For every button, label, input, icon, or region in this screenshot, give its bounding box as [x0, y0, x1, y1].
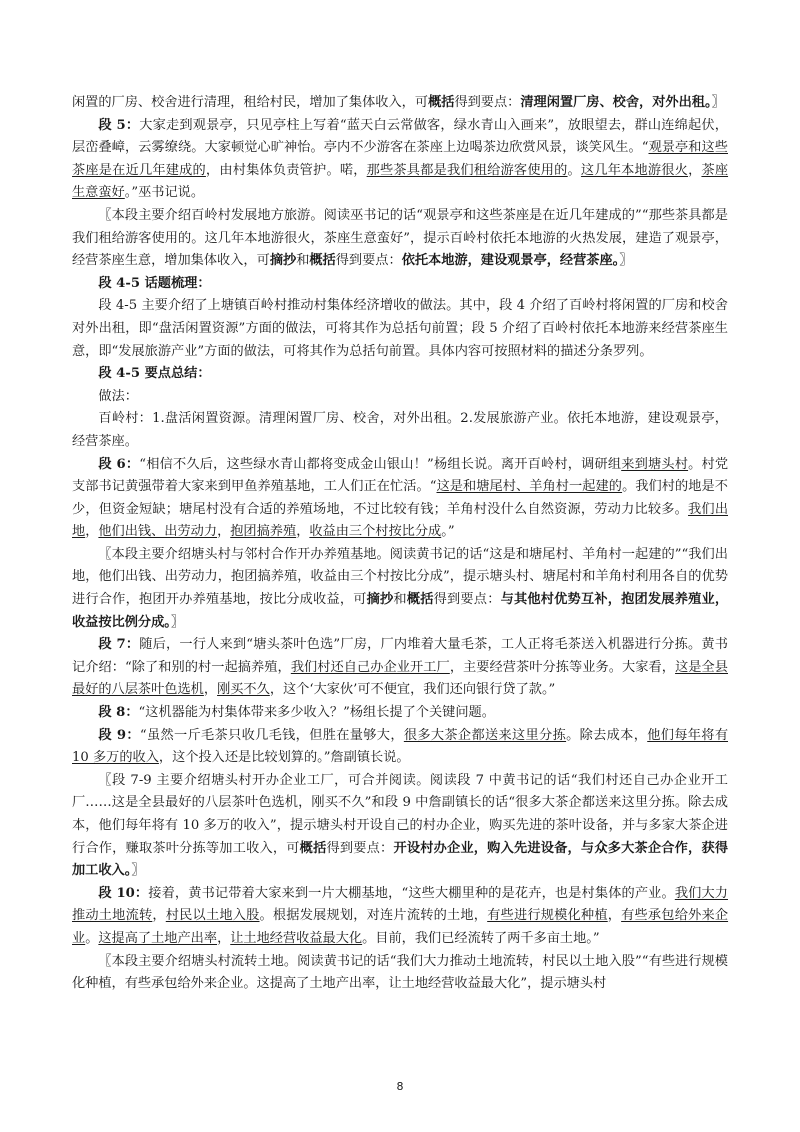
page-number: 8 — [396, 1080, 404, 1093]
bold-text: 概括 — [299, 840, 327, 856]
underlined-text: 村民以土地入股 — [165, 908, 260, 924]
paragraph-comment-7-9 — [72, 770, 728, 883]
paragraph-6 — [72, 454, 728, 544]
text-run: 〗 — [131, 863, 145, 879]
bold-text: 段 8： — [98, 705, 139, 721]
text-run: ， — [85, 524, 99, 540]
text-run: 接着，黄书记带着大家来到一片大棚基地，“这些大棚里种的是花卉，也是村集体的产业。 — [148, 885, 675, 901]
text-run: ， — [217, 524, 231, 540]
text-run: “相信不久后，这些绿水青山都将变成金山银山！”杨组长说。离开百岭村，调研组 — [139, 456, 622, 472]
text-run: 〖本段主要介绍塘头村流转土地。阅读黄书记的话“我们大力推动土地流转，村民以土地入股”“有些进行规模化种植，有些承包给外来企业。这提高了土地产出率，让土地经营收益最大化”，提示塘头村 — [72, 953, 728, 992]
paragraph-10 — [72, 883, 728, 951]
underlined-text: 来到塘头村 — [621, 456, 689, 472]
underlined-text: 很多大茶企都送来这里分拣 — [403, 727, 567, 743]
bold-text: 摘抄 — [269, 253, 297, 269]
bold-text: 概括 — [406, 592, 434, 608]
bold-text: 段 5： — [98, 117, 140, 133]
text-run: 。 — [85, 930, 99, 946]
underlined-text: 这是和塘尾村、羊角村一起建的 — [436, 479, 623, 495]
underlined-text: 这提高了土地产出率 — [98, 930, 218, 946]
bold-text: 清理闲置厂房、校舍，对外出租。 — [520, 95, 712, 110]
text-run: 闲置的厂房、校舍进行清理，租给村民，增加了集体收入，可 — [72, 95, 429, 110]
text-run: 段 4-5 主要介绍了上塘镇百岭村推动村集体经济增收的做法。其中，段 4 介绍了百岭村将闲置的厂房和校舍对外出租，即“盘活闲置资源”方面的做法，可将其作为总括句前置；段 5 介绍了百岭村依托本地游来经营茶座生意，即“发展旅游产业”方面的做法，可将其作为总括句前置。具体内容可按照材料的描述分条罗列。 — [72, 298, 728, 359]
underlined-text: 收益由三个村按比分成 — [309, 524, 442, 540]
text-run: 得到要点： — [335, 253, 402, 269]
underlined-text: 刚买不久 — [217, 682, 270, 698]
paragraph-9 — [72, 725, 728, 770]
section-heading-topic — [72, 273, 728, 296]
underlined-text: 这是全县最好的八层茶叶色选机 — [72, 659, 728, 698]
text-run: 得到要点： — [326, 840, 394, 856]
text-run: ，这个‘大家伙’可不便宜，我们还向银行贷了款。” — [269, 682, 556, 698]
bold-text: 摘抄 — [366, 592, 394, 608]
underlined-text: 观景亭和这些茶座是在近几年建成的 — [72, 140, 728, 178]
underlined-text: 抱团搞养殖 — [230, 524, 297, 540]
text-run: ，主要经营茶叶分拣等业务。大家看， — [449, 659, 676, 675]
bold-text: 概括 — [309, 253, 336, 269]
text-run: ， — [688, 162, 702, 178]
paragraph-comment-6 — [72, 544, 728, 634]
text-run: 。目前，我们已经流转了两千多亩土地。” — [362, 930, 600, 946]
paragraph-5 — [72, 115, 728, 205]
bold-text: 段 10： — [98, 885, 149, 901]
bold-text: 段 4-5 要点总结： — [98, 366, 211, 382]
text-run: 〖段 7-9 主要介绍塘头村开办企业工厂，可合并阅读。阅读段 7 中黄书记的话“我们村还自己办企业开工厂……这是全县最好的八层茶叶色选机，刚买不久”和段 9 中詹副镇长的话“很多大茶企都送来这里分拣。除去成本，他们每年将有 10 多万的收入”，提示塘头村开设自己的村办企业，购买先进的茶叶设备，并与多家大茶企进行合作，赚取茶叶分拣等加工收入，可 — [72, 772, 728, 856]
bold-text: 概括 — [428, 95, 455, 110]
text-run: ， — [296, 524, 310, 540]
bold-text: 段 4-5 话题梳理： — [98, 275, 211, 291]
text-run: 和 — [296, 253, 310, 269]
paragraph-comment-5 — [72, 205, 728, 273]
paragraph-8 — [72, 702, 728, 725]
text-run: 〗 — [170, 614, 185, 630]
underlined-text: 他们每年将有 10 多万的收入 — [72, 727, 729, 766]
text-run: 〖本段主要介绍塘头村与邻村合作开办养殖基地。阅读黄书记的话“这是和塘尾村、羊角村一起建的”“我们出地，他们出钱、出劳动力，抱团搞养殖，收益由三个村按比分成”，提示塘头村、塘尾村和羊角村利用各自的优势进行合作，抱团开办养殖基地，按比分成收益，可 — [72, 546, 728, 608]
paragraph-7 — [72, 634, 728, 702]
text-run: ， — [607, 908, 622, 924]
text-run: 得到要点： — [454, 95, 521, 110]
underlined-text: 有些进行规模化种植 — [487, 908, 608, 924]
text-run: 大家走到观景亭，只见亭柱上写着“蓝天白云常做客，绿水青山入画来”，放眼望去，群山连绵起伏，层峦叠嶂，云雾缭绕。大家顿觉心旷神怡。亭内不少游客在茶座上边喝茶边欣赏风景，谈笑风生。“ — [72, 117, 728, 156]
text-run: 〗 — [619, 253, 633, 269]
paragraph-topic-summary — [72, 295, 728, 363]
underlined-text: 他们出钱、出劳动力 — [98, 524, 218, 540]
paragraph-comment-10 — [72, 951, 728, 996]
text-run: 做法： — [98, 388, 138, 404]
bold-text: 依托本地游，建设观景亭，经营茶座。 — [401, 253, 620, 269]
document-body — [72, 92, 728, 996]
text-run: 。我们村的地是不少，但资金短缺；塘尾村没有合适的养殖场地，不过比较有钱；羊角村没什么自然资源，劳动力比较多。 — [72, 479, 728, 517]
text-run: ，由村集体负责管护。喏， — [205, 162, 367, 178]
underlined-text: 茶座生意蛮好 — [72, 162, 729, 201]
text-run: 随后，一行人来到“塘头茶叶色选”厂房，厂内堆着大量毛茶，工人正将毛茶送入机器进行分拣。黄书记介绍：“除了和别的村一起搞养殖， — [72, 637, 728, 675]
text-run: ， — [203, 682, 218, 698]
text-run: 。根据发展规划，对连片流转的土地， — [259, 908, 488, 924]
text-run: ， — [152, 908, 166, 924]
underlined-text: 我们村还自己办企业开工厂 — [290, 659, 450, 675]
underlined-text: 我们大力推动土地流转 — [72, 885, 728, 924]
paragraph-method-label — [72, 386, 728, 409]
text-run: 。 — [567, 162, 581, 178]
text-run: 得到要点： — [433, 592, 501, 608]
text-run: 和 — [393, 592, 407, 608]
underlined-text: 这几年本地游很火 — [580, 162, 689, 178]
text-run: ， — [217, 930, 231, 946]
underlined-text: 有些承包给外来企业 — [72, 908, 729, 946]
paragraph-method-bailing — [72, 408, 728, 453]
bold-text: 段 6： — [98, 456, 140, 472]
text-run: 百岭村：1.盘活闲置资源。清理闲置厂房、校舍，对外出租。2.发展旅游产业。依托本地游，建设观景亭，经营茶座。 — [72, 411, 728, 449]
underlined-text: 那些茶具都是我们租给游客使用的 — [366, 162, 568, 178]
bold-text: 段 7： — [98, 637, 140, 653]
text-run: 。”巫书记说。 — [124, 185, 205, 201]
text-run: 。” — [441, 524, 455, 540]
underlined-text: 我们出地 — [72, 501, 729, 540]
text-run: 。村党支部书记黄强带着大家来到甲鱼养殖基地，工人们正在忙活。“ — [72, 456, 729, 495]
section-heading-points — [72, 363, 728, 386]
underlined-text: 让土地经营收益最大化 — [230, 930, 363, 946]
text-run: 〖本段主要介绍百岭村发展地方旅游。阅读巫书记的话“观景亭和这些茶座是在近几年建成的”“那些茶具都是我们租给游客使用的。这几年本地游很火，茶座生意蛮好”，提示百岭村依托本地游的火热发展，建造了观景亭，经营茶座生意，增加集体收入，可 — [72, 207, 728, 269]
paragraph-comment-4-tail — [72, 92, 728, 115]
bold-text: 段 9： — [98, 727, 140, 743]
text-run: “这机器能为村集体带来多少收入？”杨组长提了个关键问题。 — [138, 705, 495, 721]
text-run: “虽然一斤毛茶只收几毛钱，但胜在量够大， — [139, 727, 404, 743]
bold-text: 开设村办企业，购入先进设备，与众多大茶企合作，获得加工收入。 — [72, 840, 729, 879]
bold-text: 与其他村优势互补，抱团发展养殖业，收益按比例分成。 — [72, 592, 729, 630]
text-run: 。除去成本， — [566, 727, 648, 743]
text-run: ，这个投入还是比较划算的。”詹副镇长说。 — [158, 750, 410, 766]
text-run: 〗 — [711, 95, 725, 110]
